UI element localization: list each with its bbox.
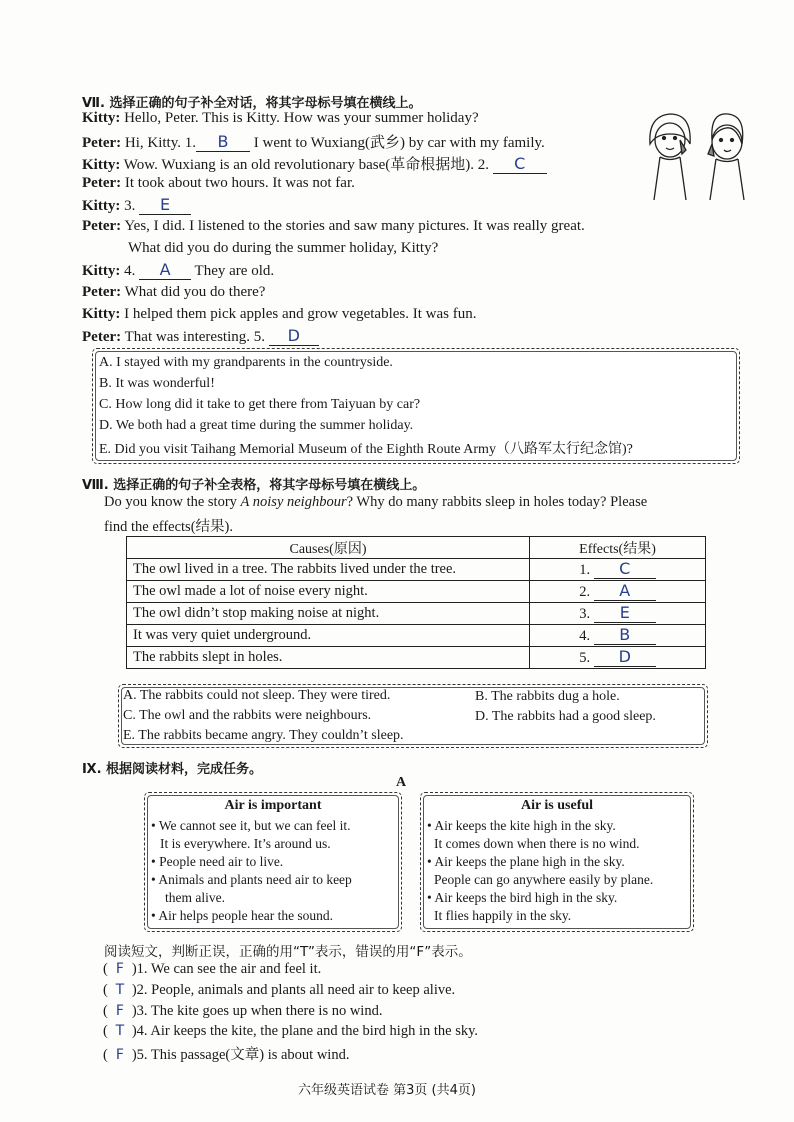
children-phone-illustration [640,104,752,200]
effects-header: Effects(结果) [530,537,706,559]
table-row [127,647,706,669]
tf-item-1: ( F )1. We can see the air and feel it. [103,961,322,977]
option-a: A. I stayed with my grandparents in the countryside. [99,355,393,370]
effect-answer-3[interactable]: E [594,605,656,623]
box-line: • Animals and plants need air to keep [151,872,352,887]
air-useful-box [420,792,694,932]
effect-answer-4[interactable]: B [594,627,656,645]
air-important-box [144,792,402,932]
cause-cell: The owl made a lot of noise every night. [127,581,530,603]
effect-answer-1[interactable]: C [594,561,656,579]
tf-item-2: ( T )2. People, animals and plants all need air to keep alive. [103,982,456,998]
option-c: C. The owl and the rabbits were neighbours. [123,708,372,723]
cause-cell: The owl lived in a tree. The rabbits lived under the tree. [127,559,530,581]
section-9-heading: Ⅸ. 根据阅读材料，完成任务。 [82,762,263,777]
option-e: E. Did you visit Taihang Memorial Museum of the Eighth Route Army（八路军太行纪念馆)? [99,442,633,457]
option-d: D. The rabbits had a good sleep. [475,709,656,724]
box-title: Air is useful [520,798,594,813]
tf-instruction: 阅读短文，判断正误，正确的用“T”表示，错误的用“F”表示。 [104,944,472,960]
box-line: • We cannot see it, but we can feel it. [151,818,351,833]
box-line: It comes down when there is no wind. [434,836,640,851]
box-line: them alive. [165,890,225,905]
effect-cell: 5. D [530,647,706,669]
dialogue-line: Kitty: I helped them pick apples and grow vegetables. It was fun. [82,306,477,322]
option-a: A. The rabbits could not sleep. They were tired. [123,688,391,703]
box-line: It flies happily in the sky. [434,908,572,923]
option-d: D. We both had a great time during the summer holiday. [99,418,414,433]
cause-cell: The owl didn’t stop making noise at night. [127,603,530,625]
dialogue-line: Kitty: Wow. Wuxiang is an old revolutionary base(革命根据地). 2. C [82,153,547,174]
box-line: • Air keeps the bird high in the sky. [427,890,618,905]
cause-cell: The rabbits slept in holes. [127,647,530,669]
dialogue-line: Peter: It took about two hours. It was not far. [82,175,355,191]
option-e: E. The rabbits became angry. They couldn’t sleep. [123,728,404,743]
section-7-heading: Ⅶ. 选择正确的句子补全对话，将其字母标号填在横线上。 [82,96,422,111]
section-8-heading: Ⅷ. 选择正确的句子补全表格，将其字母标号填在横线上。 [82,478,426,493]
dialogue-line: Kitty: 4. A They are old. [82,260,275,279]
box-line: People can go anywhere easily by plane. [434,872,654,887]
effect-answer-2[interactable]: A [594,583,656,601]
tf-answer-2[interactable]: T [115,982,125,998]
box-title: Air is important [224,798,322,813]
tf-answer-5[interactable]: F [115,1047,124,1063]
dialogue-line: Peter: That was interesting. 5. D [82,328,319,346]
tf-answer-4[interactable]: T [115,1023,125,1039]
effect-cell: 4. B [530,625,706,647]
option-b: B. It was wonderful! [99,376,215,391]
story-title: A noisy neighbour [240,494,347,510]
dialogue-line: Kitty: 3. E [82,197,191,215]
dialogue-line: Peter: What did you do there? [82,284,266,300]
page-footer: 六年级英语试卷 第3页 (共4页) [298,1083,476,1098]
box-line: • Air helps people hear the sound. [151,908,334,923]
box-line: It is everywhere. It’s around us. [160,836,331,851]
answer-blank-3[interactable]: E [139,197,191,215]
dialogue-line: What did you do during the summer holiday, Kitty? [128,240,439,256]
option-c: C. How long did it take to get there from Taiyuan by car? [99,397,421,412]
box-line: • Air keeps the plane high in the sky. [427,854,625,869]
tf-answer-3[interactable]: F [115,1003,124,1019]
tf-item-5: ( F )5. This passage(文章) is about wind. [103,1047,350,1063]
causes-header: Causes(原因) [127,537,530,559]
cause-effect-table [126,536,706,669]
effect-cell: 1. C [530,559,706,581]
effect-cell: 3. E [530,603,706,625]
dialogue-line: Peter: Yes, I did. I listened to the stories and saw many pictures. It was really great. [82,218,585,234]
dialogue-line: Peter: Hi, Kitty. 1. B I went to Wuxiang(武乡) by car with my family. [82,132,545,151]
options-box-7 [92,348,740,464]
tf-item-3: ( F )3. The kite goes up when there is no wind. [103,1003,383,1019]
effect-answer-5[interactable]: D [594,649,656,667]
options-box-8 [118,684,708,748]
box-line: • Air keeps the kite high in the sky. [427,818,616,833]
passage-label: A [396,775,407,790]
option-b: B. The rabbits dug a hole. [475,689,620,704]
answer-blank-5[interactable]: D [269,328,319,346]
tf-item-4: ( T )4. Air keeps the kite, the plane and the bird high in the sky. [103,1023,479,1039]
answer-blank-2[interactable]: C [493,156,547,174]
box-line: • People need air to live. [151,854,284,869]
table-row [127,581,706,603]
answer-blank-1[interactable]: B [196,134,250,152]
dialogue-line: Kitty: Hello, Peter. This is Kitty. How was your summer holiday? [82,110,479,126]
table-row [127,603,706,625]
answer-blank-4[interactable]: A [139,262,191,280]
section-8-intro-line2: find the effects(结果). [104,519,233,535]
table-row [127,625,706,647]
section-8-intro: Do you know the story A noisy neighbour? Why do many rabbits sleep in holes today? Please [104,494,648,510]
tf-answer-1[interactable]: F [115,961,124,977]
cause-cell: It was very quiet underground. [127,625,530,647]
effect-cell: 2. A [530,581,706,603]
table-row [127,559,706,581]
